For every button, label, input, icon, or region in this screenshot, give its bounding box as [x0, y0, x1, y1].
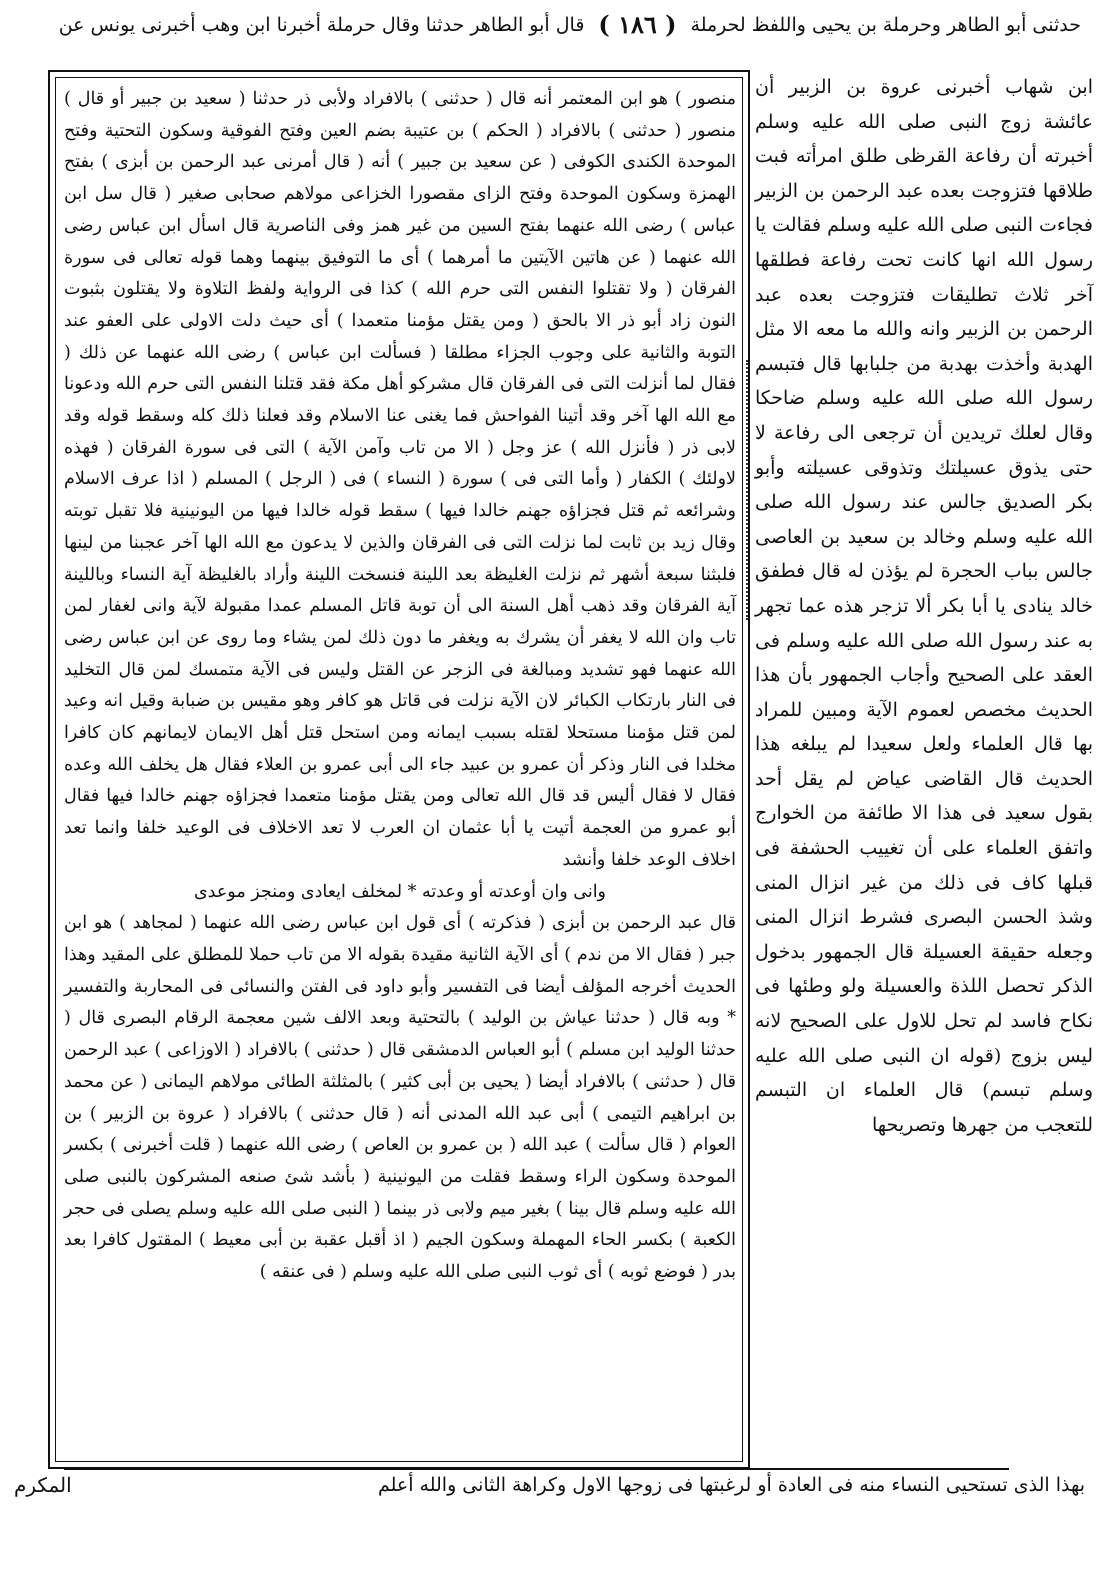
sharh-frame: [48, 70, 750, 1469]
footer-signature: المكرم: [14, 1473, 72, 1497]
header-line: [14, 10, 1081, 39]
poetry-verse: وانى وان أوعدته أو وعدته * لمخلف ايعادى ومنجز موعدى: [193, 881, 607, 902]
sharh-paragraph-1: منصور ) هو ابن المعتمر أنه قال ( حدثنى ) بالافراد ولأبى ذر حدثنا ( سعيد بن جبير أو قال ) منصور ( حدثنى ) بالافراد ( الحكم ) بن عتيبة بضم العين وفتح الفوقية وسكون التحتية وفتح الموحدة الكندى الكوفى ( عن سعيد بن جبير ) أنه ( قال أمرنى عبد الرحمن بن أبزى ) بفتح الهمزة وسكون الموحدة وفتح الزاى مقصورا الخزاعى مولاهم صحابى صغير ( قال سل ابن عباس ) رضى الله عنهما بفتح السين من غير همز وفى الناصرية قال اسأل ابن عباس رضى الله عنهما ( عن هاتين الآيتين ما أمرهما ) أى ما التوفيق بينهما وهما قوله تعالى فى سورة الفرقان ( ولا تقتلوا النفس التى حرم الله ) كذا فى الرواية ولفظ التلاوة ولا يقتلون بثبوت النون زاد أبو ذر الا بالحق ( ومن يقتل مؤمنا متعمدا ) أى حيث دلت الاولى على العفو عند التوبة والثانية على وجوب الجزاء مطلقا ( فسألت ابن عباس ) رضى الله عنهما عن ذلك ( فقال لما أنزلت التى فى الفرقان قال مشركو أهل مكة فقد قتلنا النفس التى حرم الله ودعونا مع الله الها آخر وقد أتينا الفواحش فما يغنى عنا الاسلام وقد فعلنا ذلك كله وسقط قوله وقد لابى ذر ( فأنزل الله ) عز وجل ( الا من تاب وآمن الآية ) التى فى سورة الفرقان ( فهذه لاولئك ) الكفار ( وأما التى فى ) سورة ( النساء ) فى ( الرجل ) المسلم ( اذا عرف الاسلام وشرائعه ثم قتل فجزاؤه جهنم خالدا فيها ) سقط قوله خالدا فيها من اليونينية فلا تقبل توبته وقال زيد بن ثابت لما نزلت التى فى الفرقان والذين لا يدعون مع الله الها آخر عجبنا من لينها فلبثنا سبعة أشهر ثم نزلت الغليظة بعد اللينة فنسخت اللينة وأراد بالغليظة آية النساء وباللينة آية الفرقان وقد ذهب أهل السنة الى أن توبة قاتل المسلم عمدا مقبولة لآية وانى لغفار لمن تاب وان الله لا يغفر أن يشرك به ويغفر ما دون ذلك لمن يشاء وما روى عن ابن عباس رضى الله عنهما فهو تشديد ومبالغة فى الزجر عن القتل وليس فى الآية متمسك لمن قال التخليد فى النار بارتكاب الكبائر لان الآية نزلت فى قاتل هو كافر وهو مقيس بن ضبابة وقيل انه وعيد لمن قتل مؤمنا مستحلا لقتله بسبب ايمانه ومن استحل قتل أهل الايمان لايمانهم كان كافرا مخلدا فى النار وذكر أن عمرو بن عبيد جاء الى أبى عمرو بن العلاء فقال هل يخلف الله وعده فقال لا فقال أليس قد قال الله تعالى ومن يقتل مؤمنا متعمدا فجزاؤه جهنم خالدا فيها فقال أبو عمرو من العجمة أتيت يا أبا عثمان ان العرب لا تعد الاخلاف فى الوعيد خلفا وانما تعد اخلاف الوعد خلفا وأنشد: [64, 89, 736, 870]
matn-column: [755, 70, 1093, 1465]
footer-divider: [64, 1468, 1009, 1470]
sharh-text-block: [64, 84, 736, 1455]
page-footer: [14, 1473, 1085, 1497]
page-header: [14, 6, 1089, 66]
matn-text: ابن شهاب أخبرنى عروة بن الزبير أن عائشة زوج النبى صلى الله عليه وسلم أخبرته أن رفاعة القرظى طلق امرأته فبت طلاقها فتزوجت بعده عبد الرحمن بن الزبير فجاءت النبى صلى الله عليه وسلم فقالت يا رسول الله انها كانت تحت رفاعة فطلقها آخر ثلاث تطليقات فتزوجت بعده عبد الرحمن بن الزبير وانه والله ما معه الا مثل الهدبة وأخذت بهدبة من جلبابها قال فتبسم رسول الله صلى الله عليه وسلم ضاحكا وقال لعلك تريدين أن ترجعى الى رفاعة لا حتى يذوق عسيلتك وتذوقى عسيلته وأبو بكر الصديق جالس عند رسول الله صلى الله عليه وسلم وخالد بن سعيد بن العاصى جالس بباب الحجرة لم يؤذن له قال فطفق خالد ينادى يا أبا بكر ألا تزجر هذه عما تجهر به عند رسول الله صلى الله عليه وسلم فى العقد على الصحيح وأجاب الجمهور بأن هذا الحديث مخصص لعموم الآية ومبين للمراد بها قال العلماء ولعل سعيدا لم يبلغه هذا الحديث قال القاضى عياض لم يقل أحد بقول سعيد فى هذا الا طائفة من الخوارج واتفق العلماء على أن تغييب الحشفة فى قبلها كاف فى ذلك من غير انزال المنى وشذ الحسن البصرى فشرط انزال المنى وجعله حقيقة العسيلة قال الجمهور بدخول الذكر تحصل اللذة والعسيلة ولو وطئها فى نكاح فاسد لم تحل للاول على الصحيح لانه ليس بزوج (قوله ان النبى صلى الله عليه وسلم تبسم) قال العلماء ان التبسم للتعجب من جهرها وتصريحها: [755, 76, 1093, 1136]
footer-continuation: بهذا الذى تستحيى النساء منه فى العادة أو لرغبتها فى زوجها الاول وكراهة الثانى والله أعلم: [377, 1474, 1085, 1496]
matn-first-line: حدثنى أبو الطاهر وحرملة بن يحيى واللفظ لحرملة: [690, 13, 1081, 36]
sharh-heading: قال أبو الطاهر حدثنا وقال حرملة أخبرنا ابن وهب أخبرنى يونس عن: [58, 13, 585, 36]
sharh-paragraph-2: قال عبد الرحمن بن أبزى ( فذكرته ) أى قول ابن عباس رضى الله عنهما ( لمجاهد ) هو ابن جبر ( فقال الا من ندم ) أى الآية الثانية مقيدة بقوله الا من تاب حملا للمطلق على المقيد وهذا الحديث أخرجه المؤلف أيضا فى التفسير وأبو داود فى الفتن والنسائى فى المحاربة والتفسير * وبه قال ( حدثنا عياش بن الوليد ) بالتحتية وبعد الالف شين معجمة الرقام البصرى قال ( حدثنا الوليد ابن مسلم ) أبو العباس الدمشقى قال ( حدثنى ) بالافراد ( الاوزاعى ) عبد الرحمن قال ( حدثنى ) بالافراد أيضا ( يحيى بن أبى كثير ) بالمثلثة الطائى مولاهم اليمانى ( عن محمد بن ابراهيم التيمى ) أبى عبد الله المدنى أنه ( قال حدثنى ) بالافراد ( عروة بن الزبير ) بن العوام ( قال سألت ) عبد الله ( بن عمرو بن العاص ) رضى الله عنهما ( قلت أخبرنى ) بكسر الموحدة وسكون الراء وسقط فقلت من اليونينية ( بأشد شئ صنعه المشركون بالنبى صلى الله عليه وسلم قال بينا ) بغير ميم ولابى ذر بينما ( النبى صلى الله عليه وسلم يصلى فى حجر الكعبة ) بكسر الحاء المهملة وسكون الجيم ( اذ أقبل عقبة بن أبى معيط ) المقتول كافرا بعد بدر ( فوضع ثوبه ) أى ثوب النبى صلى الله عليه وسلم ( فى عنقه ): [64, 913, 736, 1283]
page-number: ( ١٨٦ ): [598, 10, 677, 39]
